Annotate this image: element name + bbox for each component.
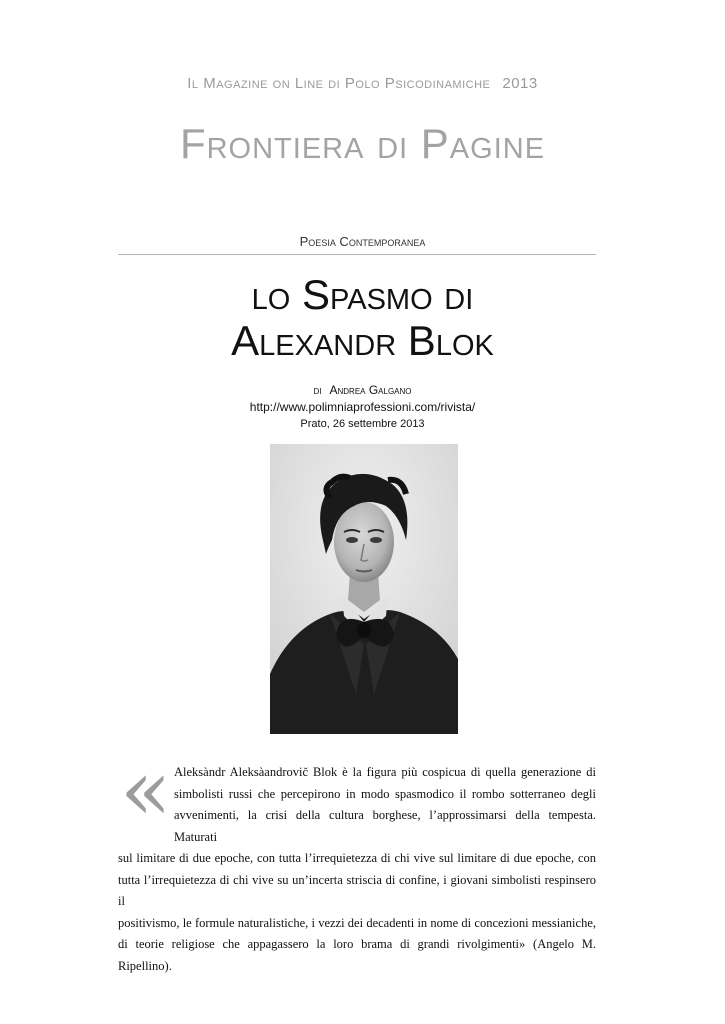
section-divider [118,254,596,255]
magazine-header [0,75,725,92]
section-label: Poesia Contemporanea [299,234,426,249]
author-name: Andrea Galgano [329,383,412,397]
byline [0,382,725,433]
quote-line: simbolisti russi che percepirono in modo spasmodico il rombo sotterraneo degli [174,786,596,801]
byline-prefix: di [313,383,322,397]
quote-line: tutta l’irrequietezza di chi vive su un’incerta striscia di confine, i giovani simbolisti respinsero il [118,872,596,908]
portrait-photo [270,444,458,734]
quote-line: di teorie religiose che appagassero la loro brama di grandi rivolgimenti» (Angelo M. Ripellino). [118,937,596,973]
article-title-line1: lo Spasmo di [251,271,474,318]
magazine-year: 2013 [502,75,538,92]
quote-line: avvenimenti, la crisi della cultura borghese, l’approssimarsi della tempesta. Maturati [174,808,596,844]
quote-mark-icon: « [120,741,172,839]
article-title-line2: Alexandr Blok [231,317,494,364]
article-url[interactable]: http://www.polimniaprofessioni.com/rivista/ [249,400,476,414]
quote-line: positivismo, le formule naturalistiche, i vezzi dei decadenti in nome di concezioni messianiche, [118,915,596,930]
magazine-name: Il Magazine on Line di Polo Psicodinamiche [187,75,491,92]
quote-line: Aleksàndr Aleksàandrovič Blok è la figura più cospicua di quella generazione di [174,765,596,779]
quote-line: sul limitare di due epoche, con tutta l’irrequietezza di chi vive sul limitare di due epoche, con [118,851,596,865]
quote-paragraph [118,762,596,977]
masthead-title: Frontiera di Pagine [179,120,546,167]
article-title [0,272,725,364]
article-date: Prato, 26 settembre 2013 [300,418,425,430]
